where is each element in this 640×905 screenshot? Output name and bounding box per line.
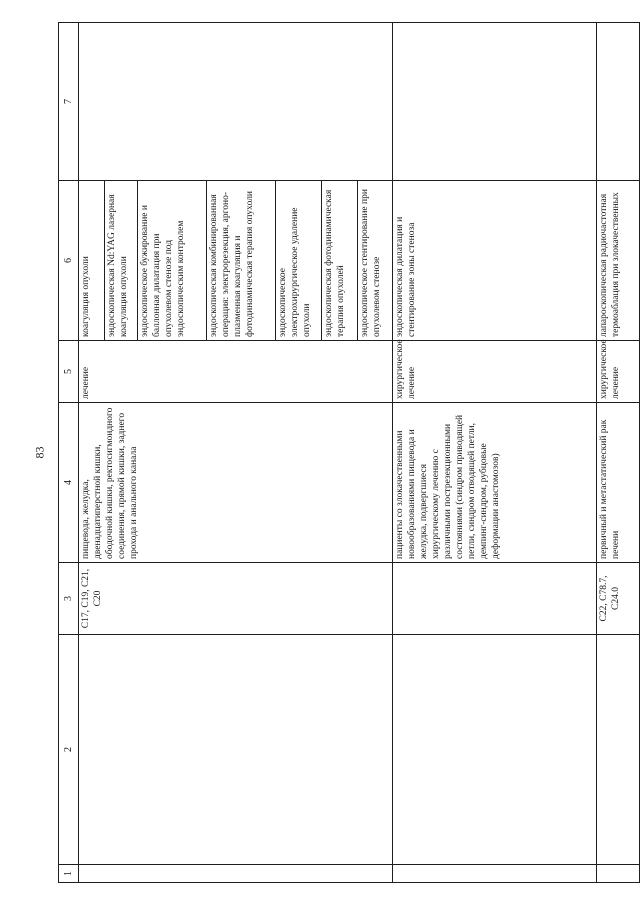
- cell-diagnosis: пациенты со злокачественными новообразованиями пищевода и желудка, подвергшиеся хирургическому лечению с различными пострезекционными состояниями (синдром приводящей петли, синдром отводящей петли, демпинг-синдром, рубцовые деформации анастомозов): [393, 403, 597, 563]
- cell-diagnosis: пищевода, желудка, двенадцатиперстной кишки, ободочной кишки, ректосигмоидного соединения, прямой кишки, заднего прохода и анального канала: [79, 403, 393, 563]
- column-number: 7: [59, 23, 79, 181]
- cell-col7: [393, 23, 597, 181]
- table-row: [79, 23, 105, 883]
- column-number: 6: [59, 181, 79, 341]
- cell-method: эндоскопическая Nd:YAG лазерная коагуляция опухоли: [105, 181, 138, 341]
- column-number: 2: [59, 635, 79, 865]
- cell-method: эндоскопическая фотодинамическая терапия опухолей: [322, 181, 358, 341]
- cell-col1: [393, 865, 597, 883]
- cell-col1: [79, 865, 393, 883]
- cell-method: эндоскопическая дилатация и стентирование зоны стеноза: [393, 181, 597, 341]
- rotated-table-wrapper: [58, 23, 640, 883]
- cell-method: эндоскопическая комбинированная операция: электрорезекция, аргоно-плазменная коагуляция и фотодинамическая терапия опухоли: [207, 181, 276, 341]
- column-number: 5: [59, 341, 79, 403]
- cell-method: эндоскопическое бужирование и баллонная дилатация при опухолевом стенозе под эндоскопическим контролем: [138, 181, 207, 341]
- medical-procedures-table: [58, 22, 640, 883]
- cell-code: [393, 563, 597, 635]
- column-number: 3: [59, 563, 79, 635]
- column-number-row: [59, 23, 79, 883]
- cell-col7: [597, 23, 640, 181]
- cell-col2: [597, 635, 640, 865]
- cell-code: C22, C78.7, C24.0: [597, 563, 640, 635]
- page-number: 83: [32, 446, 47, 458]
- cell-col2: [393, 635, 597, 865]
- cell-treatment-type: лечение: [79, 341, 393, 403]
- cell-method: коагуляция опухоли: [79, 181, 105, 341]
- cell-method: лапароскопическая радиочастотная термоаблация при злокачественных: [597, 181, 640, 341]
- table-row: [393, 23, 597, 883]
- cell-treatment-type: хирургическое лечение: [597, 341, 640, 403]
- cell-col1: [597, 865, 640, 883]
- column-number: 1: [59, 865, 79, 883]
- cell-code: C17, C19, C21, C20: [79, 563, 393, 635]
- cell-treatment-type: хирургическое лечение: [393, 341, 597, 403]
- table-row: [597, 23, 640, 883]
- cell-diagnosis: первичный и метастатический рак печени: [597, 403, 640, 563]
- cell-method: эндоскопическое стентирование при опухолевом стенозе: [357, 181, 393, 341]
- column-number: 4: [59, 403, 79, 563]
- cell-col7: [79, 23, 393, 181]
- cell-col2: [79, 635, 393, 865]
- cell-method: эндоскопическое электрохирургическое удаление опухоли: [275, 181, 321, 341]
